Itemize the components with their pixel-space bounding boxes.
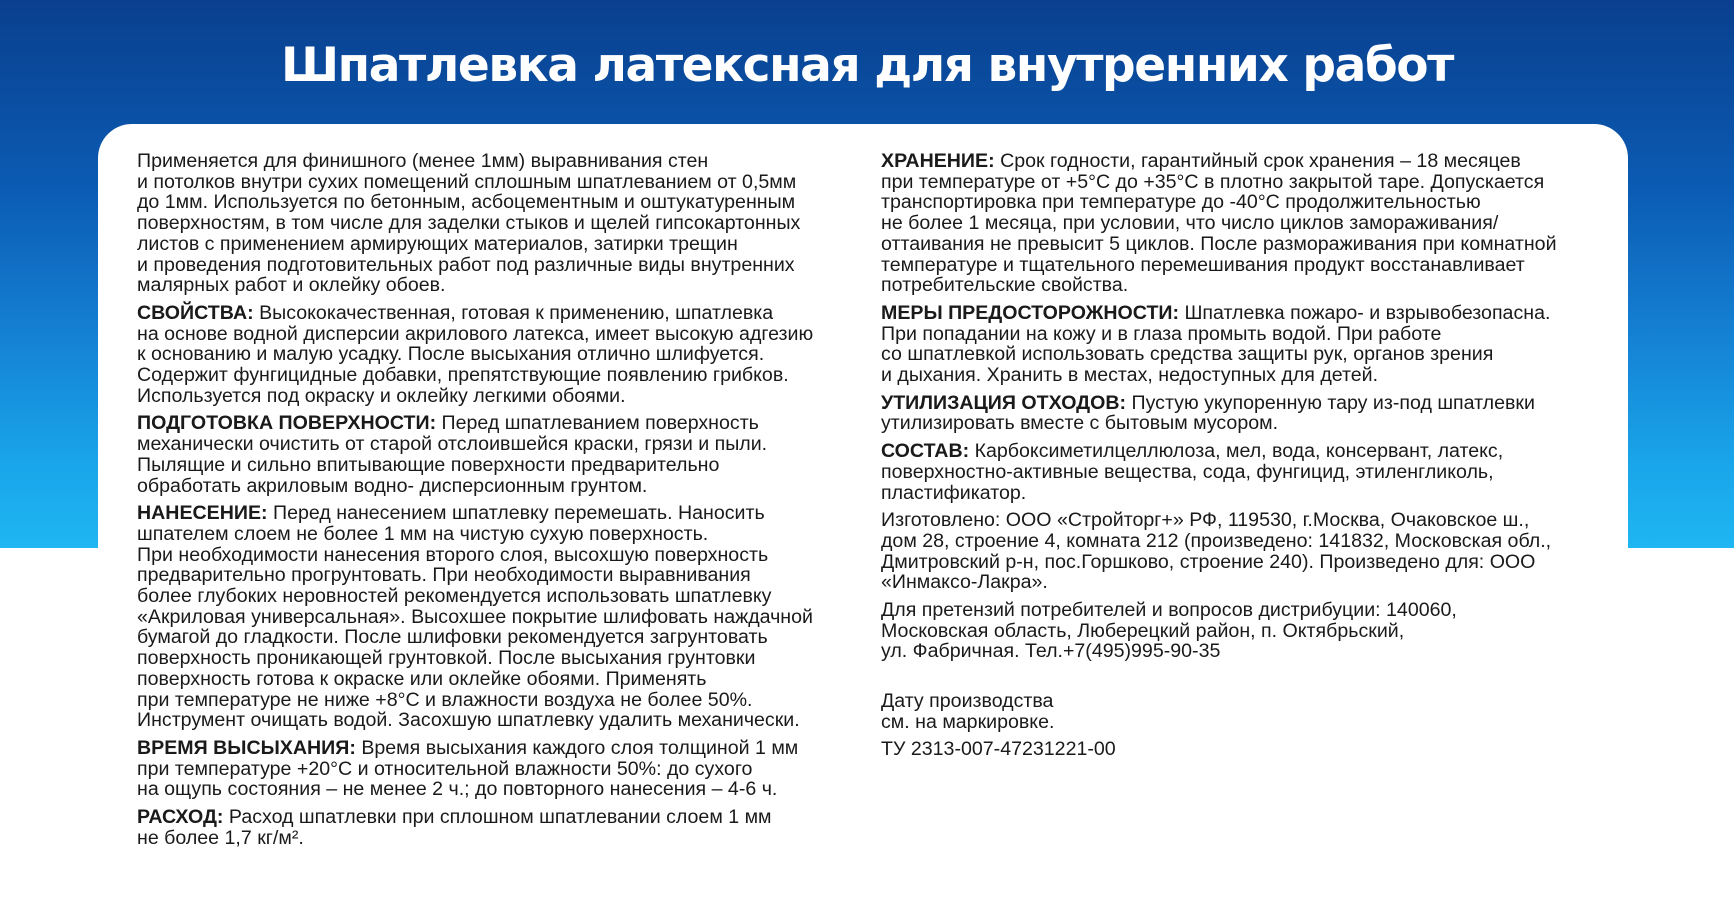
application-label: НАНЕСЕНИЕ: (137, 502, 268, 525)
production-date-note: Дату производства см. на маркировке. (881, 690, 1055, 733)
drying-label: ВРЕМЯ ВЫСЫХАНИЯ: (137, 736, 356, 759)
disposal-text: Пустую укупоренную тару из-под шпатлевки утилизировать вместе с бытовым мусором. (881, 391, 1535, 435)
spacer (881, 669, 1601, 691)
composition-text: Карбоксиметилцеллюлоза, мел, вода, консервант, латекс, поверхностно-активные вещества, сода, фунгицид, этиленгликоль, пластификатор. (881, 440, 1504, 504)
properties-text: Высококачественная, готовая к применению, шпатлевка на основе водной дисперсии акрилового латекса, имеет высокую адгезию к основанию и малую усадку. После высыхания отлично шлифуется. Содержит фунгицидные добавки, препятствующие появлению грибков. Используется под окраску и оклейку легкими обоями. (137, 301, 814, 407)
precautions-section (881, 303, 1601, 386)
disposal-section (881, 393, 1601, 434)
application-section (137, 503, 857, 731)
page-title: Шпатлевка латексная для внутренних работ (280, 38, 1454, 93)
drying-text: Время высыхания каждого слоя толщиной 1 мм при температуре +20°С и относительной влажности 50%: до сухого на ощупь состояния – не менее 2 ч.; до повторного нанесения – 4-6 ч. (137, 736, 799, 801)
left-column (137, 151, 857, 856)
manufacturer-info: Изготовлено: ООО «Стройторг+» РФ, 119530, г.Москва, Очаковское ш., дом 28, строение 4, комната 212 (произведено: 141832, Московская обл., Дмитровский р-н, пос.Горшково, строение 240). Произведено для: ООО «Инмаксо-Лакра». (881, 509, 1552, 594)
storage-section (881, 151, 1601, 296)
preparation-text: Перед шпатлеванием поверхность механически очистить от старой отслоившейся краски, грязи и пыли. Пылящие и сильно впитывающие поверхности предварительно обработать акриловым водно- дисперсионным грунтом. (137, 412, 768, 497)
technical-standard: ТУ 2313-007-47231221-00 (881, 737, 1116, 760)
preparation-section (137, 413, 857, 496)
precautions-text: Шпатлевка пожаро- и взрывобезопасна. При попадании на кожу и в глаза промыть водой. При работе со шпатлевкой использовать средства защиты рук, органов зрения и дыхания. Хранить в местах, недоступных для детей. (881, 301, 1551, 387)
storage-label: ХРАНЕНИЕ: (881, 150, 995, 172)
drying-section (137, 738, 857, 800)
storage-text: Срок годности, гарантийный срок хранения – 18 месяцев при температуре от +5°С до +35°С в плотно закрытой таре. Допускается транспортировка при температуре до -40°С продолжительностью не более 1 месяца, при условии, что число циклов замораживания/ оттаивания не превысит 5 циклов. После размораживания при комнатной температуре и тщательного перемешивания продукт восстанавливает потребительские свойства. (881, 150, 1557, 297)
claims-contact: Для претензий потребителей и вопросов дистрибуции: 140060, Московская область, Люберецкий район, п. Октябрьский, ул. Фабричная. Тел.+7(495)995-90-35 (881, 599, 1457, 663)
application-text: Перед нанесением шпатлевку перемешать. Наносить шпателем слоем не более 1 мм на чистую сухую поверхность. При необходимости нанесения второго слоя, высохшую поверхность предварительно прогрунтовать. При необходимости выравнивания более глубоких неровностей рекомендуется использовать шпатлевку «Акриловая универсальная». Высохшее покрытие шлифовать наждачной бумагой до гладкости. После шлифовки рекомендуется загрунтовать поверхность проникающей грунтовкой. После высыхания грунтовки поверхность готова к окраске или оклейке обоями. Применять при температуре не ниже +8°С и влажности воздуха не более 50%. Инструмент очищать водой. Засохшую шпатлевку удалить механически. (137, 502, 813, 732)
precautions-label: МЕРЫ ПРЕДОСТОРОЖНОСТИ: (881, 301, 1180, 324)
consumption-text: Расход шпатлевки при сплошном шпатлевании слоем 1 мм не более 1,7 кг/м². (137, 806, 772, 849)
properties-label: СВОЙСТВА: (137, 301, 254, 324)
properties-section (137, 303, 857, 407)
composition-section (881, 441, 1601, 503)
consumption-section (137, 807, 857, 848)
consumption-label: РАСХОД: (137, 806, 224, 829)
disposal-label: УТИЛИЗАЦИЯ ОТХОДОВ: (881, 391, 1127, 414)
intro-paragraph: Применяется для финишного (менее 1мм) выравнивания стен и потолков внутри сухих помещений сплошным шпатлеванием от 0,5мм до 1мм. Используется по бетонным, асбоцементным и оштукатуренным поверхностям, в том числе для заделки стыков и щелей гипсокартонных листов с применением армирующих материалов, затирки трещин и проведения подготовительных работ под различные виды внутренних малярных работ и оклейку обоев. (137, 150, 801, 297)
preparation-label: ПОДГОТОВКА ПОВЕРХНОСТИ: (137, 412, 437, 435)
right-column (881, 151, 1601, 766)
composition-label: СОСТАВ: (881, 440, 970, 463)
